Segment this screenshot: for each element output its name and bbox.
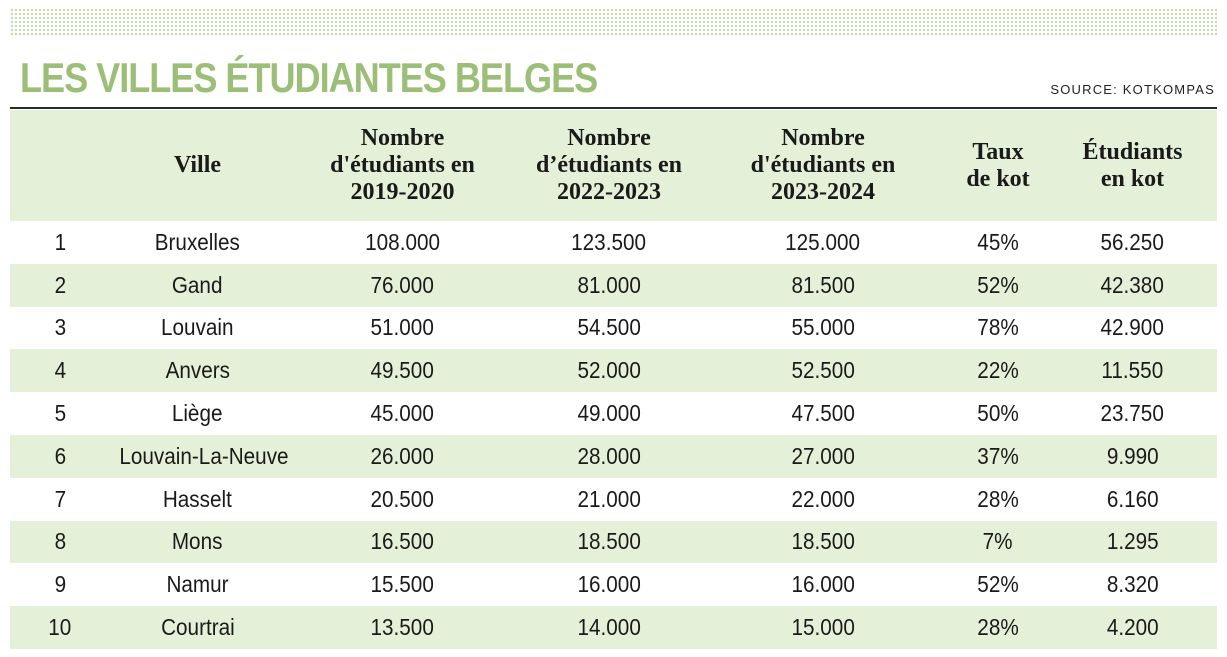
cell-2022-2023 (520, 392, 698, 435)
cell-rank-text: 6 (54, 442, 66, 469)
column-header-etudiants-en-kot (1048, 110, 1217, 221)
cell-rank-text: 2 (54, 271, 66, 298)
cell-taux-de-kot (948, 349, 1048, 392)
table-row (10, 606, 1217, 649)
cell-2022-2023-text: 123.500 (571, 228, 647, 255)
cell-2023-2024 (698, 392, 948, 435)
cell-rank (10, 264, 110, 307)
cell-2023-2024-text: 52.500 (791, 357, 855, 384)
cell-2019-2020 (285, 606, 520, 649)
cell-2019-2020 (285, 221, 520, 264)
cell-2022-2023 (520, 521, 698, 564)
cell-2019-2020 (285, 563, 520, 606)
cell-2022-2023-text: 16.000 (577, 571, 641, 598)
cell-ville-text: Bruxelles (154, 228, 241, 255)
cell-2023-2024-text: 18.500 (791, 528, 855, 555)
cell-etudiants-en-kot (1048, 392, 1217, 435)
cell-ville (110, 307, 285, 350)
table-row (10, 563, 1217, 606)
cell-2019-2020-text: 16.500 (370, 528, 435, 555)
table-row (10, 392, 1217, 435)
table-row (10, 264, 1217, 307)
cell-etudiants-en-kot (1048, 563, 1217, 606)
cell-2022-2023-text: 52.000 (577, 357, 641, 384)
cell-taux-de-kot-text: 22% (977, 357, 1019, 384)
cell-ville (110, 221, 285, 264)
cell-taux-de-kot (948, 606, 1048, 649)
cell-ville (110, 521, 285, 564)
table-row (10, 435, 1217, 478)
column-header-2023-2024-label: Nombre d'étudiants en 2023-2024 (750, 125, 896, 205)
cell-taux-de-kot (948, 392, 1048, 435)
cell-2022-2023 (520, 221, 698, 264)
cell-taux-de-kot-text: 28% (977, 485, 1019, 512)
cell-ville (110, 435, 289, 478)
cell-rank (10, 435, 110, 478)
cell-rank (10, 349, 110, 392)
cell-2019-2020 (285, 478, 520, 521)
cell-taux-de-kot-text: 28% (977, 614, 1019, 641)
cell-taux-de-kot (948, 563, 1048, 606)
cell-2023-2024 (698, 521, 948, 564)
cell-rank-text: 5 (54, 400, 66, 427)
cell-2019-2020 (285, 392, 520, 435)
cell-ville-text: Hasselt (162, 485, 233, 512)
cell-2023-2024 (698, 606, 948, 649)
cell-2023-2024 (698, 478, 948, 521)
cell-etudiants-en-kot (1048, 606, 1217, 649)
cell-etudiants-en-kot-text: 8.320 (1106, 571, 1159, 598)
cell-2019-2020 (285, 264, 520, 307)
cell-2023-2024-text: 81.500 (791, 271, 855, 298)
cell-2019-2020-text: 51.000 (370, 314, 435, 341)
student-cities-table (10, 110, 1217, 649)
cell-rank (10, 521, 110, 564)
cell-etudiants-en-kot (1048, 307, 1217, 350)
cell-2023-2024 (698, 307, 948, 350)
cell-taux-de-kot-text: 52% (977, 271, 1019, 298)
cell-taux-de-kot (948, 264, 1048, 307)
cell-2022-2023-text: 18.500 (577, 528, 641, 555)
cell-etudiants-en-kot-text: 56.250 (1100, 228, 1165, 255)
cell-2019-2020-text: 49.500 (370, 357, 435, 384)
cell-taux-de-kot (948, 478, 1048, 521)
cell-etudiants-en-kot-text: 11.550 (1101, 357, 1164, 384)
cell-2023-2024 (698, 563, 948, 606)
table-row (10, 478, 1217, 521)
cell-taux-de-kot (948, 221, 1048, 264)
cell-taux-de-kot-text: 45% (977, 228, 1019, 255)
cell-etudiants-en-kot-text: 1.295 (1106, 528, 1159, 555)
cell-rank-text: 3 (54, 314, 66, 341)
table-row (10, 349, 1217, 392)
cell-2019-2020 (285, 307, 520, 350)
cell-rank (10, 606, 110, 649)
cell-ville-text: Liège (172, 400, 223, 427)
column-header-2019-2020 (285, 110, 520, 221)
table-row (10, 221, 1217, 264)
cell-etudiants-en-kot-text: 23.750 (1100, 400, 1165, 427)
cell-2019-2020-text: 26.000 (370, 442, 435, 469)
cell-2023-2024-text: 125.000 (785, 228, 861, 255)
cell-taux-de-kot (948, 307, 1048, 350)
cell-2023-2024-text: 15.000 (791, 614, 855, 641)
column-header-2023-2024 (698, 110, 948, 221)
header-rule (10, 107, 1217, 109)
cell-ville (110, 478, 285, 521)
cell-2023-2024-text: 47.500 (791, 400, 855, 427)
cell-ville-text: Courtrai (160, 614, 235, 641)
table-row (10, 307, 1217, 350)
cell-2023-2024-text: 16.000 (791, 571, 855, 598)
cell-2022-2023-text: 21.000 (577, 485, 641, 512)
cell-2022-2023-text: 49.000 (577, 400, 641, 427)
cell-etudiants-en-kot (1048, 435, 1217, 478)
cell-2019-2020-text: 45.000 (370, 400, 435, 427)
cell-2019-2020 (285, 435, 520, 478)
column-header-rank (10, 110, 110, 221)
cell-ville-text: Anvers (165, 357, 230, 384)
cell-etudiants-en-kot (1048, 521, 1217, 564)
cell-2023-2024 (698, 264, 948, 307)
dotted-header-band (10, 8, 1217, 36)
cell-2022-2023-text: 14.000 (577, 614, 641, 641)
cell-2019-2020 (285, 349, 520, 392)
cell-2019-2020-text: 76.000 (370, 271, 435, 298)
cell-2022-2023 (520, 264, 698, 307)
cell-ville-text: Namur (166, 571, 229, 598)
cell-ville (110, 349, 285, 392)
table-row (10, 521, 1217, 564)
cell-rank (10, 392, 110, 435)
cell-2023-2024-text: 27.000 (791, 442, 855, 469)
cell-2022-2023 (520, 307, 698, 350)
cell-rank (10, 563, 110, 606)
cell-2022-2023-text: 81.000 (577, 271, 641, 298)
cell-etudiants-en-kot-text: 42.900 (1100, 314, 1165, 341)
cell-taux-de-kot-text: 7% (983, 528, 1013, 555)
column-header-etudiants-en-kot-label: Étudiants en kot (1082, 138, 1183, 192)
cell-rank-text: 1 (54, 228, 66, 255)
cell-etudiants-en-kot (1048, 478, 1217, 521)
cell-rank-text: 7 (54, 485, 66, 512)
cell-ville-text: Gand (172, 271, 223, 298)
cell-ville (110, 392, 285, 435)
cell-2019-2020-text: 15.500 (370, 571, 435, 598)
cell-ville-text: Mons (172, 528, 223, 555)
cell-2022-2023-text: 28.000 (577, 442, 641, 469)
cell-taux-de-kot (948, 521, 1048, 564)
cell-rank (10, 478, 110, 521)
cell-rank (10, 221, 110, 264)
column-header-taux-de-kot (948, 110, 1048, 221)
column-header-ville (110, 110, 285, 221)
cell-ville (110, 606, 285, 649)
cell-etudiants-en-kot-text: 42.380 (1100, 271, 1165, 298)
column-header-2019-2020-label: Nombre d'étudiants en 2019-2020 (330, 125, 475, 205)
cell-rank (10, 307, 110, 350)
cell-2023-2024 (698, 435, 948, 478)
column-header-taux-de-kot-label: Taux de kot (966, 138, 1030, 192)
cell-rank-text: 4 (54, 357, 66, 384)
cell-rank-text: 10 (48, 614, 72, 641)
cell-2022-2023 (520, 563, 698, 606)
cell-etudiants-en-kot-text: 4.200 (1106, 614, 1159, 641)
cell-taux-de-kot-text: 78% (977, 314, 1019, 341)
cell-2019-2020-text: 20.500 (370, 485, 435, 512)
cell-etudiants-en-kot (1048, 349, 1217, 392)
column-header-ville-label: Ville (173, 152, 222, 178)
cell-2023-2024 (698, 221, 948, 264)
cell-etudiants-en-kot-text: 6.160 (1106, 485, 1159, 512)
cell-rank-text: 9 (54, 571, 66, 598)
cell-taux-de-kot-text: 50% (977, 400, 1019, 427)
cell-etudiants-en-kot-text: 9.990 (1106, 442, 1159, 469)
cell-2022-2023 (520, 349, 698, 392)
column-header-2022-2023 (520, 110, 698, 221)
cell-2023-2024-text: 22.000 (791, 485, 855, 512)
cell-ville (110, 563, 285, 606)
chart-title: LES VILLES ÉTUDIANTES BELGES (20, 54, 598, 101)
column-header-2022-2023-label: Nombre d’étudiants en 2022-2023 (535, 125, 683, 205)
cell-2023-2024 (698, 349, 948, 392)
cell-2019-2020-text: 108.000 (365, 228, 440, 255)
cell-2023-2024-text: 55.000 (791, 314, 855, 341)
cell-2022-2023 (520, 478, 698, 521)
table-header-row (10, 110, 1217, 221)
cell-taux-de-kot-text: 37% (977, 442, 1019, 469)
cell-2019-2020-text: 13.500 (370, 614, 435, 641)
cell-rank-text: 8 (54, 528, 66, 555)
cell-taux-de-kot (948, 435, 1048, 478)
source-note: SOURCE: KOTKOMPAS (1050, 82, 1215, 97)
cell-etudiants-en-kot (1048, 221, 1217, 264)
cell-ville-text: Louvain-La-Neuve (119, 442, 289, 469)
cell-2019-2020 (285, 521, 520, 564)
cell-etudiants-en-kot (1048, 264, 1217, 307)
cell-ville (110, 264, 285, 307)
cell-2022-2023-text: 54.500 (577, 314, 641, 341)
cell-taux-de-kot-text: 52% (977, 571, 1019, 598)
cell-ville-text: Louvain (161, 314, 234, 341)
cell-2022-2023 (520, 435, 698, 478)
cell-2022-2023 (520, 606, 698, 649)
